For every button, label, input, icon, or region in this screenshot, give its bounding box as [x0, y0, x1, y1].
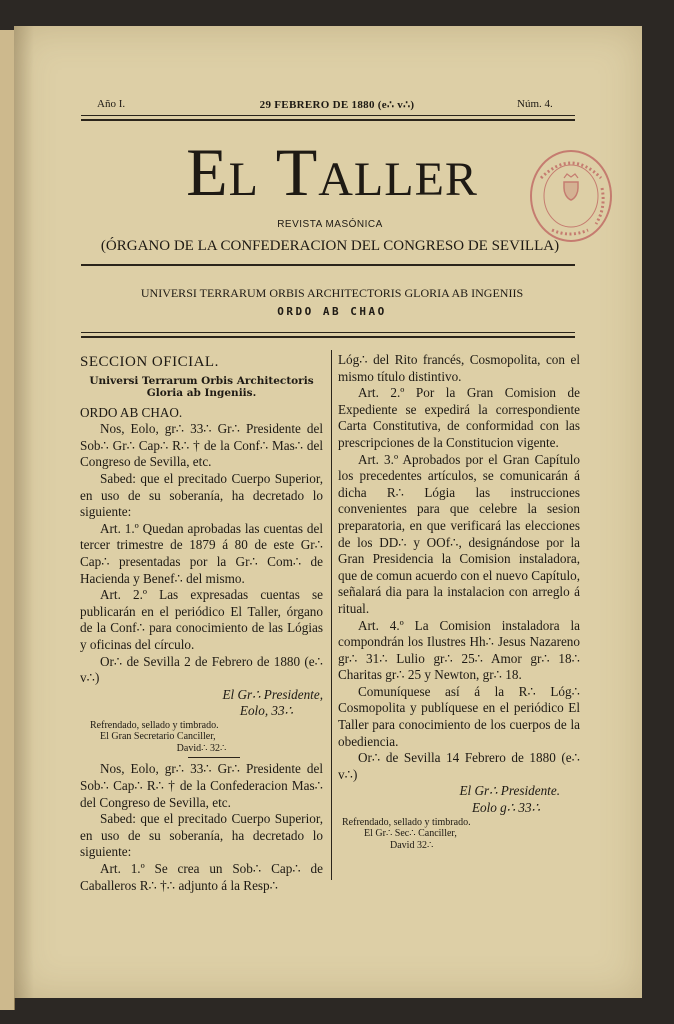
- left-column: [80, 352, 323, 894]
- issue-year: Año I.: [97, 98, 126, 110]
- decree-2-sabed: Sabed: que el precitado Cuerpo Superior, en uso de su soberanía, ha decretado lo siguiente:: [80, 811, 323, 860]
- ordo-heading: ORDO AB CHAO.: [80, 404, 183, 420]
- decree-1-place-date: Or∴ de Sevilla 2 de Febrero de 1880 (e∴ v∴): [80, 653, 323, 686]
- masthead-organ: (ÓRGANO DE LA CONFEDERACION DEL CONGRESO DE SEVILLA): [100, 238, 560, 254]
- issue-number: Núm. 4.: [517, 98, 553, 110]
- library-stamp-icon: [528, 148, 614, 244]
- decree-2-art3: Art. 3.º Aprobados por el Gran Capítulo los precedentes artículos, se comunicarán á dicha R∴ Lógia las instrucciones convenientes para que celebre la sesion preparatoria, en que verificará las elecciones de los DD∴ y OOf∴, designándose por la Gran Presidencia la Comision instaladora, que de comun acuerdo con el nuevo Capítulo, señalará dia para la instalacion con arreglo á ritual.: [338, 451, 580, 616]
- decree-1-signature-name: Eolo, 33∴: [239, 703, 293, 719]
- decree-2-ref-line-3: David 32∴: [390, 839, 434, 851]
- decree-2-art1: Art. 1.º Se crea un Sob∴ Cap∴ de Caballeros R∴ †∴ adjunto á la Resp∴: [80, 860, 323, 893]
- header-rule-top: [81, 115, 575, 116]
- decree-1-art1: Art. 1.º Quedan aprobadas las cuentas del tercer trimestre de 1879 á 80 de este Gr∴ Cap∴ presentadas por la Gr∴ Com∴ de Hacienda y Benef∴ del mismo.: [80, 520, 323, 586]
- section-title: SECCION OFICIAL.: [80, 354, 219, 370]
- masthead-subtitle: REVISTA MASÓNICA: [277, 219, 383, 230]
- decree-2-ref-line-2: El Gr∴ Sec∴ Canciller,: [364, 828, 457, 840]
- decree-2-signature-name: Eolo g∴ 33∴: [471, 800, 540, 816]
- decree-2-art2: Art. 2.º Por la Gran Comision de Expediente se expedirá la correspondiente Carta Constitutiva, de conformidad con las prescripciones de la Constitucion vigente.: [338, 385, 580, 450]
- motto-rule-bottom: [81, 336, 575, 338]
- decree-1-sabed: Sabed: que el precitado Cuerpo Superior, en uso de su soberanía, ha decretado lo siguiente:: [80, 470, 323, 520]
- invocation: Universi Terrarum Orbis Architectoris Gloria ab Ingeniis.: [89, 374, 314, 399]
- motto-line-2: ORDO AB CHAO: [277, 305, 387, 318]
- right-column: [338, 352, 580, 851]
- decree-1-ref-line-3: David∴ 32∴: [176, 742, 227, 754]
- decree-2-intro: Nos, Eolo, gr∴ 33∴ Gr∴ Presidente del Sob∴ Cap∴ R∴ † de la Confederacion Mas∴ del Congreso de Sevilla, etc.: [80, 761, 323, 810]
- masthead-title: El Taller: [186, 134, 478, 210]
- motto-rule-top: [81, 332, 575, 333]
- decree-2-art4: Art. 4.º La Comision instaladora la compondrán los Ilustres Hh∴ Jesus Nazareno gr∴ 31∴ Lulio gr∴ 25∴ Amor gr∴ 18∴ Charitas gr∴ 25 y Newton, gr∴ 18.: [338, 617, 580, 683]
- decree-1-intro: Nos, Eolo, gr∴ 33∴ Gr∴ Presidente del Sob∴ Gr∴ Cap∴ R∴ † de la Conf∴ Mas∴ del Congreso de Sevilla, etc.: [80, 421, 323, 470]
- issue-date: 29 FEBRERO DE 1880 (e∴ v∴): [259, 99, 415, 111]
- decree-separator: [188, 757, 240, 758]
- decree-2-communication: Comuníquese así á la R∴ Lóg∴ Cosmopolita y publíquese en el periódico El Taller para conocimiento de los cuerpos de la obediencia.: [338, 683, 580, 749]
- header-rule-bottom: [81, 119, 575, 121]
- masthead-rule: [81, 264, 575, 266]
- decree-1-art2: Art. 2.º Las expresadas cuentas se publicarán en el periódico El Taller, órgano de la Conf∴ para conocimiento de las Lógias y oficinas del círculo.: [80, 587, 323, 652]
- motto-line-1: UNIVERSI TERRARUM ORBIS ARCHITECTORIS GLORIA AB INGENIIS: [140, 286, 524, 300]
- decree-1-signature-title: El Gr∴ Presidente,: [222, 686, 323, 702]
- decree-1-ref-line-2: El Gran Secretario Canciller,: [100, 731, 216, 743]
- decree-2-art1-cont: Lóg∴ del Rito francés, Cosmopolita, con el mismo título distintivo.: [338, 352, 580, 384]
- decree-2-place-date: Or∴ de Sevilla 14 Febrero de 1880 (e∴ v∴): [338, 750, 580, 782]
- decree-2-signature-title: El Gr∴ Presidente.: [459, 783, 560, 799]
- decree-1-ref-line-1: Refrendado, sellado y timbrado.: [90, 719, 219, 731]
- column-divider: [331, 350, 332, 880]
- decree-2-ref-line-1: Refrendado, sellado y timbrado.: [342, 816, 471, 828]
